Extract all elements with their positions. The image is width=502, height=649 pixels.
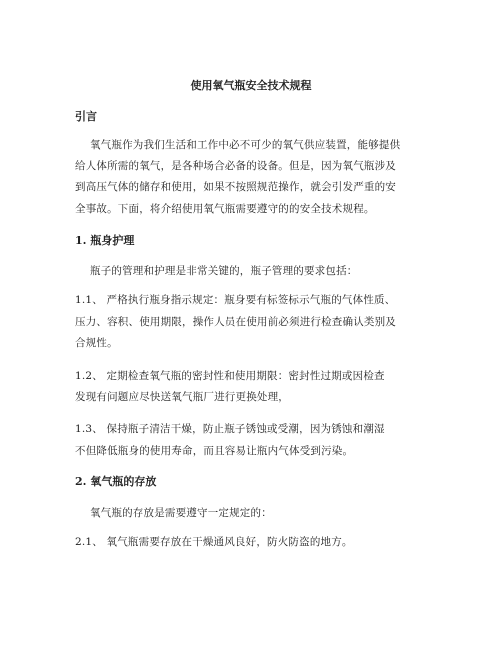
list-item-line: 2.1、 氧气瓶需要存放在干燥通风良好，防火防盗的地方。 xyxy=(75,536,353,548)
paragraph-line: 给人体所需的氧气，是各种场合必备的设备。但是，因为氧气瓶涉及 xyxy=(75,160,396,172)
list-item-line: 1.3、 保持瓶子清洁干燥，防止瓶子锈蚀或受潮，因为锈蚀和潮湿 xyxy=(75,423,385,435)
paragraph-line: 到高压气体的储存和使用，如果不按照规范操作，就会引发严重的安 xyxy=(75,181,396,193)
section-heading-intro: 引言 xyxy=(75,110,97,123)
list-item-line: 1.2、 定期检查氧气瓶的密封性和使用期限：密封性过期或因检查 xyxy=(75,370,385,382)
list-item-line: 合规性。 xyxy=(75,337,118,349)
list-item-line: 发现有问题应尽快送氧气瓶厂进行更换处理， xyxy=(75,391,289,403)
section-heading-2: 2. 氧气瓶的存放 xyxy=(75,475,157,488)
list-item-line: 1.1、 严格执行瓶身指示规定：瓶身要有标签标示气瓶的气体性质、 xyxy=(75,294,396,306)
list-item-line: 不但降低瓶身的使用寿命，而且容易让瓶内气体受到污染。 xyxy=(75,445,354,457)
section-heading-1: 1. 瓶身护理 xyxy=(75,234,135,247)
list-item-line: 压力、容积、使用期限，操作人员在使用前必须进行检查确认类别及 xyxy=(75,316,396,328)
paragraph-line: 氧气瓶的存放是需要遵守一定规定的： xyxy=(90,507,272,519)
paragraph-line: 全事故。下面，将介绍使用氧气瓶需要遵守的的安全技术规程。 xyxy=(75,203,375,215)
paragraph-line: 瓶子的管理和护理是非常关键的，瓶子管理的要求包括： xyxy=(90,265,358,277)
paragraph-line: 氧气瓶作为我们生活和工作中必不可少的氧气供应装置，能够提供 xyxy=(90,139,401,151)
document-title: 使用氧气瓶安全技术规程 xyxy=(190,79,312,92)
